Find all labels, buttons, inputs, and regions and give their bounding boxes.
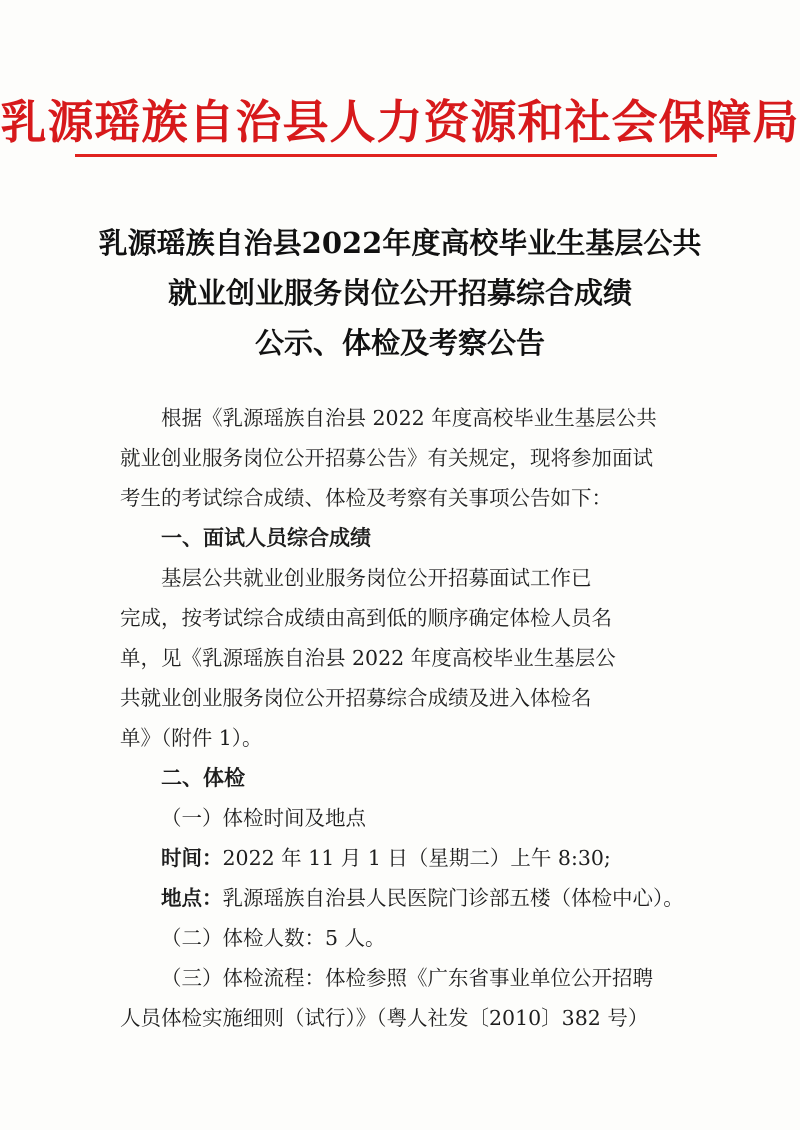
title-line-3: 公示、体检及考察公告 [254,326,545,360]
time-label: 时间： [161,846,223,870]
document-title [0,218,800,368]
section-2-heading: 二、体检 [161,766,245,790]
section-1-heading: 一、面试人员综合成绩 [161,526,371,550]
exam-place-row [120,878,686,918]
place-label: 地点： [161,886,223,910]
section-1-line-4: 共就业创业服务岗位公开招募综合成绩及进入体检名 [120,686,592,710]
time-value: 2022 年 11 月 1 日（星期二）上午 8:30; [222,846,611,870]
intro-line-2: 就业创业服务岗位公开招募公告》有关规定，现将参加面试 [120,446,653,470]
section-1-line-3: 单，见《乳源瑶族自治县 2022 年度高校毕业生基层公 [120,646,616,670]
intro-line-3: 考生的考试综合成绩、体检及考察有关事项公告如下： [120,486,612,510]
section-1-paragraph [120,558,686,758]
title-line-2: 就业创业服务岗位公开招募综合成绩 [167,276,632,310]
section-1-line-5: 单》（附件 1）。 [120,726,263,750]
section-2-sub-3-line-1: （三）体检流程：体检参照《广东省事业单位公开招聘 [161,966,653,990]
section-1-line-2: 完成，按考试综合成绩由高到低的顺序确定体检人员名 [120,606,612,630]
title-line-1: 乳源瑶族自治县2022年度高校毕业生基层公共 [98,226,702,260]
document-body [120,398,686,1038]
section-2-sub-3-line-2: 人员体检实施细则（试行）》（粤人社发〔2010〕382 号） [120,1006,649,1030]
exam-time-row [120,838,686,878]
section-2-sub-2: （二）体检人数：5 人。 [161,926,386,950]
section-2-sub-1-heading: （一）体检时间及地点 [161,806,366,830]
org-header-title: 乳源瑶族自治县人力资源和社会保障局 [0,95,800,149]
intro-paragraph [120,398,686,518]
section-2-sub-3 [120,958,686,1038]
place-value: 乳源瑶族自治县人民医院门诊部五楼（体检中心）。 [222,886,684,910]
intro-line-1: 根据《乳源瑶族自治县 2022 年度高校毕业生基层公共 [161,406,657,430]
red-divider-rule [75,154,717,157]
section-1-line-1: 基层公共就业创业服务岗位公开招募面试工作已 [161,566,592,590]
